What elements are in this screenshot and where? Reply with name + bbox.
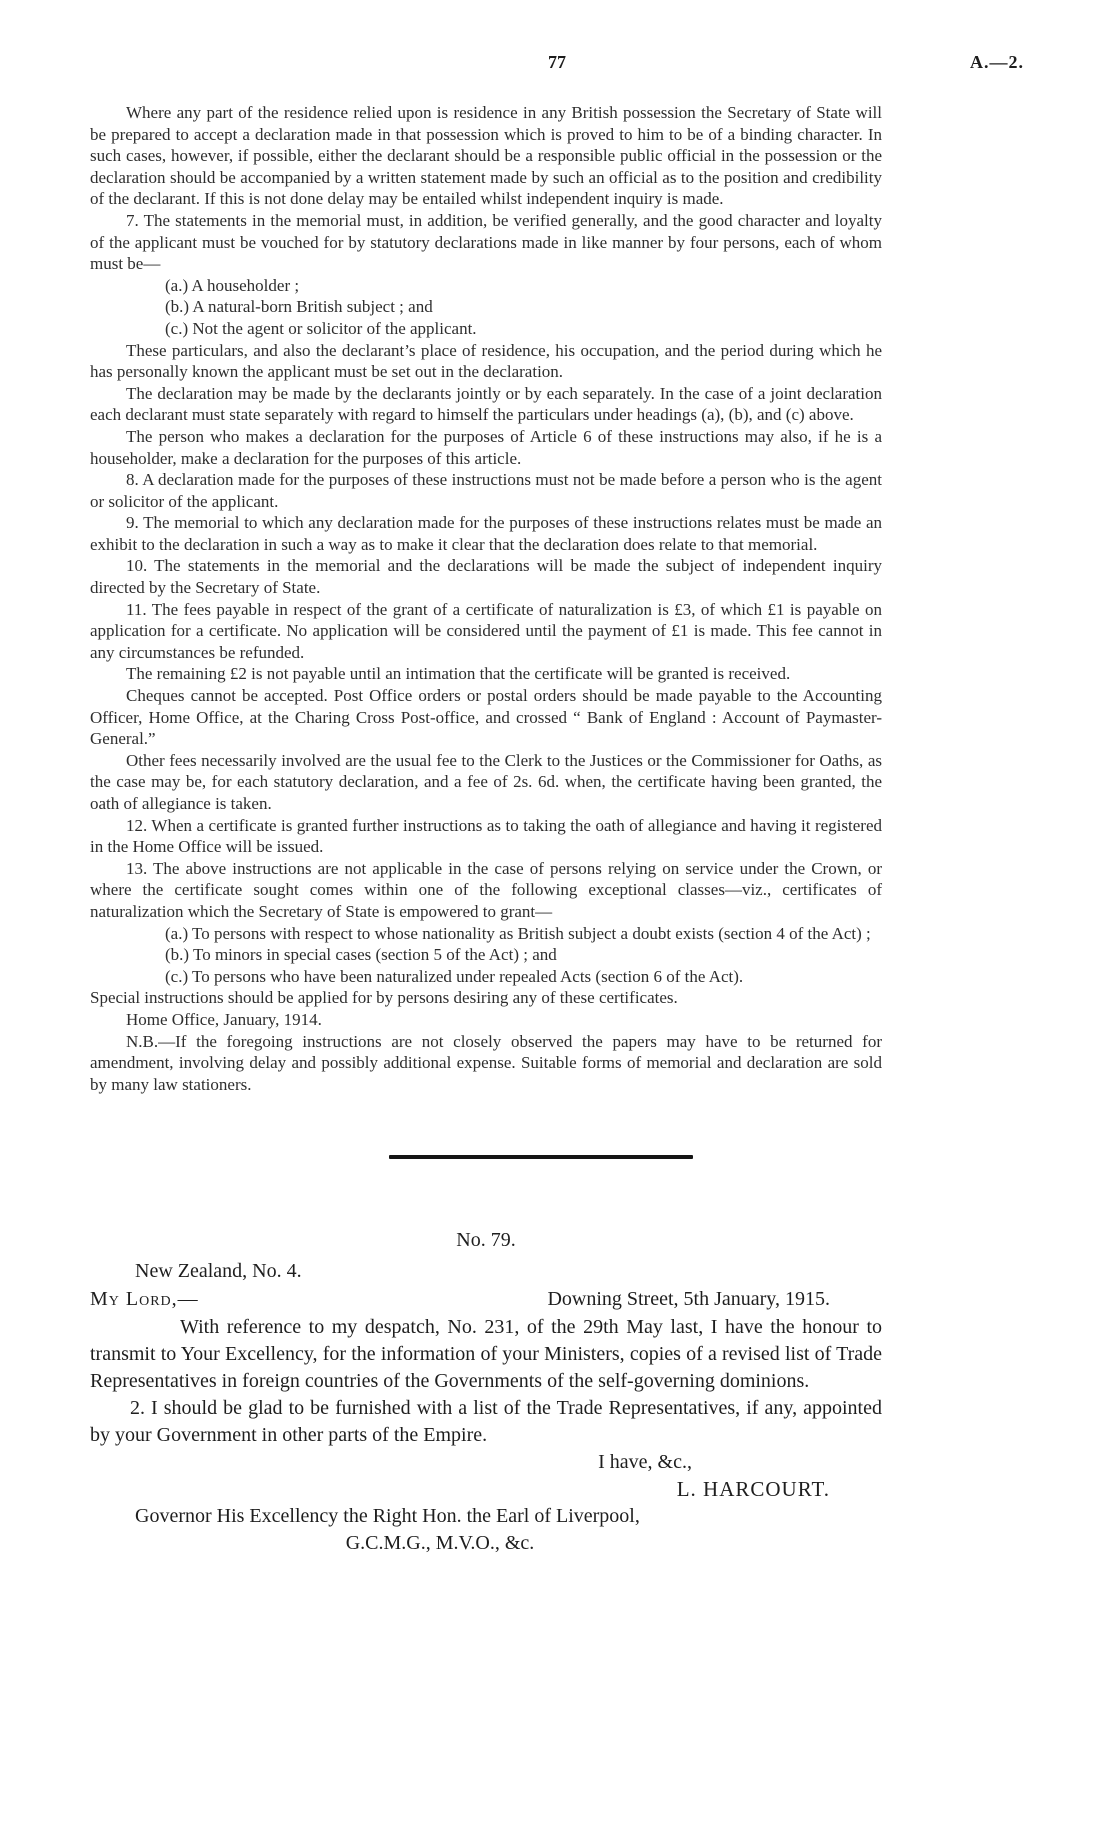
paragraph-residence: Where any part of the residence relied upon is residence in any British possession the Secretary of State will be prepared to accept a declaration made in that possession which is proved to him to be of a binding character. In such cases, however, if possible, either the declarant should be a responsible public official in the possession or the declaration should be accompanied by a written statement made by such an official as to the position and credibility of the declarant. If this is not done delay may be entailed whilst independent inquiry is made. — [90, 103, 882, 209]
report-code: A.—2. — [970, 52, 1024, 72]
instructions-section — [90, 102, 882, 1095]
valediction: I have, &c., — [598, 1451, 692, 1474]
paragraph-12: 12. When a certificate is granted further instructions as to taking the oath of allegiance and having it registered in the Home Office will be issued. — [90, 815, 882, 857]
salutation-row — [90, 1286, 882, 1313]
paragraph-cheques: Cheques cannot be accepted. Post Office orders or postal orders should be made payable to the Accounting Officer, Home Office, at the Charing Cross Post-office, and crossed “ Bank of England : Account of Paymaster-General.” — [90, 686, 882, 749]
addressee-honorifics: G.C.M.G., M.V.O., &c. — [345, 1532, 535, 1555]
paragraph-nota-bene: N.B.—If the foregoing instructions are not closely observed the papers may have to be returned for amendment, involving delay and possibly additional expense. Suitable forms of memorial and declaration are sold by many law stationers. — [90, 1031, 882, 1094]
list-item-c: (c.) Not the agent or solicitor of the applicant. — [165, 318, 477, 338]
page-number: 77 — [548, 52, 566, 72]
exceptional-classes-list — [90, 923, 882, 988]
list-item-b: (b.) To minors in special cases (section 5 of the Act) ; and — [165, 945, 557, 965]
salutation: My Lord,— — [90, 1288, 199, 1311]
list-item-a: (a.) To persons with respect to whose nationality as British subject a doubt exists (section 4 of the Act) ; — [165, 923, 871, 943]
paragraph-8: 8. A declaration made for the purposes of these instructions must not be made before a person who is the agent or solicitor of the applicant. — [90, 470, 882, 511]
declarant-requirements-list — [90, 275, 882, 340]
list-item-a: (a.) A householder ; — [165, 275, 300, 295]
addressee-line: Governor His Excellency the Right Hon. the Earl of Liverpool, — [135, 1505, 640, 1528]
running-head — [90, 52, 1024, 78]
despatch-letter-section — [90, 1227, 882, 1557]
list-item-c: (c.) To persons who have been naturalized under repealed Acts (section 6 of the Act). — [165, 966, 744, 986]
paragraph-special-instructions: Special instructions should be applied for by persons desiring any of these certificates. — [90, 988, 678, 1008]
paragraph-article6: The person who makes a declaration for the purposes of Article 6 of these instructions may also, if he is a householder, make a declaration for the purposes of this article. — [90, 426, 882, 468]
paragraph-home-office-date: Home Office, January, 1914. — [126, 1009, 322, 1029]
paragraph-remaining-fee: The remaining £2 is not payable until an intimation that the certificate will be granted is received. — [126, 664, 791, 684]
dateline: Downing Street, 5th January, 1915. — [547, 1288, 830, 1311]
letter-reference: New Zealand, No. 4. — [135, 1260, 302, 1283]
paragraph-particulars: These particulars, and also the declarant’s place of residence, his occupation, and the period during which he has personally known the applicant must be set out in the declaration. — [90, 340, 882, 382]
signature: L. HARCOURT. — [676, 1477, 830, 1502]
paragraph-11: 11. The fees payable in respect of the grant of a certificate of naturalization is £3, of which £1 is payable on application for a certificate. No application will be considered until the payment of £1 is made. This fee cannot in any circumstances be refunded. — [90, 599, 882, 662]
letter-paragraph-2: 2. I should be glad to be furnished with a list of the Trade Representatives, if any, appointed by your Government in other parts of the Empire. — [90, 1397, 882, 1447]
paragraph-10: 10. The statements in the memorial and the declarations will be made the subject of independent inquiry directed by the Secretary of State. — [90, 556, 882, 598]
letter-number: No. 79. — [456, 1229, 516, 1252]
list-item-b: (b.) A natural-born British subject ; and — [165, 297, 433, 317]
letter-paragraph-1: With reference to my despatch, No. 231, of the 29th May last, I have the honour to transmit to Your Excellency, for the information of your Ministers, copies of a revised list of Trade Representatives in foreign countries of the Governments of the self-governing dominions. — [90, 1316, 882, 1393]
paragraph-9: 9. The memorial to which any declaration made for the purposes of these instructions relates must be made an exhibit to the declaration in such a way as to make it clear that the declaration does relate to that memorial. — [90, 513, 882, 554]
paragraph-13: 13. The above instructions are not applicable in the case of persons relying on service under the Crown, or where the certificate sought comes within one of the following exceptional classes—viz., certificates of naturalization which the Secretary of State is empowered to grant— — [90, 858, 882, 921]
section-divider-rule — [389, 1155, 693, 1159]
paragraph-other-fees: Other fees necessarily involved are the usual fee to the Clerk to the Justices or the Commissioner for Oaths, as the case may be, for each statutory declaration, and a fee of 2s. 6d. when, the certificate having been granted, the oath of allegiance is taken. — [90, 750, 882, 813]
paragraph-7: 7. The statements in the memorial must, in addition, be verified generally, and the good character and loyalty of the applicant must be vouched for by statutory declarations made in like manner by four persons, each of whom must be— — [90, 210, 882, 274]
paragraph-joint-declaration: The declaration may be made by the declarants jointly or by each separately. In the case of a joint declaration each declarant must state separately with regard to himself the particulars under headings (a), (b), and (c) above. — [90, 383, 882, 425]
